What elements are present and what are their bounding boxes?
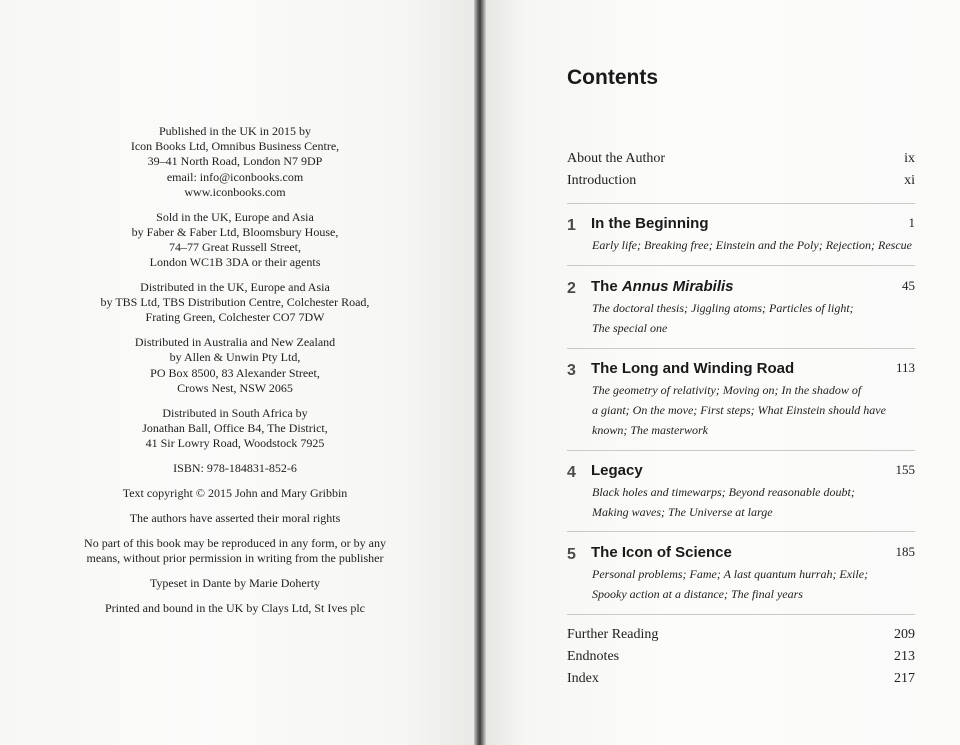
chapter-sections-line: Black holes and timewarps; Beyond reasonable doubt;: [592, 485, 855, 499]
chapter-sections-line: The special one: [592, 321, 668, 335]
chapter-number: 3: [567, 362, 576, 379]
section-divider: [567, 450, 915, 451]
distribution-uk-block: [50, 280, 420, 326]
distribution-line: Frating Green, Colchester CO7 7DW: [145, 310, 325, 325]
chapter-sections-line: Personal problems; Fame; A last quantum hurrah; Exile;: [592, 567, 869, 581]
toc-entry-label: Index: [567, 671, 599, 686]
chapter-sections-line: Making waves; The Universe at large: [592, 505, 773, 519]
section-divider: [567, 265, 915, 266]
typeset-line: Typeset in Dante by Marie Doherty: [149, 575, 321, 590]
imprint-text: [50, 124, 420, 626]
chapter-title: The Annus Mirabilis: [591, 278, 734, 295]
distribution-line: 41 Sir Lowry Road, Woodstock 7925: [145, 436, 325, 451]
chapter-sections: [592, 482, 892, 522]
sold-line: London WC1B 3DA or their agents: [149, 255, 321, 270]
chapter-sections: [592, 380, 892, 440]
sold-line: 74–77 Great Russell Street,: [169, 240, 301, 255]
chapter-page-number: 185: [895, 544, 915, 559]
sold-block: [50, 210, 420, 271]
chapter-page-number: 155: [895, 462, 915, 477]
chapter-title: The Icon of Science: [591, 544, 732, 561]
copyright-line: Text copyright © 2015 John and Mary Gribbin: [122, 485, 348, 500]
toc-entry-label: Further Reading: [567, 627, 659, 642]
publisher-email: email: info@iconbooks.com: [166, 169, 304, 184]
chapter-number: 1: [567, 217, 576, 234]
chapter-number: 4: [567, 464, 576, 481]
distribution-line: Distributed in Australia and New Zealand: [134, 335, 336, 350]
chapter-page-number: 45: [902, 278, 915, 293]
chapter-sections: [592, 564, 892, 604]
printed-line: Printed and bound in the UK by Clays Ltd, St Ives plc: [105, 600, 365, 615]
rights-line: means, without prior permission in writing from the publisher: [86, 551, 384, 566]
chapter-page-number: 113: [895, 360, 915, 375]
chapter-title: The Long and Winding Road: [591, 360, 795, 377]
toc-page-number: xi: [904, 173, 915, 188]
distribution-za-block: [50, 406, 420, 452]
publisher-line: Icon Books Ltd, Omnibus Business Centre,: [130, 139, 340, 154]
sold-line: Sold in the UK, Europe and Asia: [156, 209, 314, 224]
toc-entry-label: Endnotes: [567, 649, 620, 664]
isbn: ISBN: 978-184831-852-6: [173, 460, 297, 475]
chapter-number: 5: [567, 546, 576, 563]
chapter-sections: [592, 298, 892, 338]
toc-page-number: 209: [894, 627, 915, 642]
publisher-block: [50, 124, 420, 200]
distribution-line: PO Box 8500, 83 Alexander Street,: [150, 365, 320, 380]
toc-entry-label: Introduction: [567, 173, 637, 188]
chapter-sections-line: The geometry of relativity; Moving on; In the shadow of: [592, 383, 862, 397]
section-divider: [567, 531, 915, 532]
distribution-line: by Allen & Unwin Pty Ltd,: [169, 350, 301, 365]
distribution-line: Distributed in the UK, Europe and Asia: [140, 280, 330, 295]
distribution-au-block: [50, 335, 420, 396]
chapter-sections-line: known; The masterwork: [592, 423, 708, 437]
distribution-line: Jonathan Ball, Office B4, The District,: [142, 420, 328, 435]
section-divider: [567, 203, 915, 204]
contents-title: Contents: [567, 66, 658, 89]
toc-page-number: 213: [894, 649, 915, 664]
imprint-page: [0, 0, 474, 745]
chapter-sections: [592, 235, 912, 255]
book-gutter: [474, 0, 486, 745]
toc-entry-label: About the Author: [567, 151, 665, 166]
chapter-title: In the Beginning: [591, 215, 709, 232]
moral-rights-line: The authors have asserted their moral rights: [129, 510, 341, 525]
publisher-website: www.iconbooks.com: [184, 184, 286, 199]
chapter-sections-line: Early life; Breaking free; Einstein and the Poly; Rejection; Rescue: [592, 238, 912, 252]
section-divider: [567, 614, 915, 615]
chapter-title: Legacy: [591, 462, 643, 479]
chapter-page-number: 1: [908, 215, 915, 230]
chapter-number: 2: [567, 280, 576, 297]
toc-page-number: ix: [904, 151, 915, 166]
publisher-line: 39–41 North Road, London N7 9DP: [147, 154, 323, 169]
section-divider: [567, 348, 915, 349]
publisher-line: Published in the UK in 2015 by: [159, 124, 311, 138]
chapter-sections-line: a giant; On the move; First steps; What Einstein should have: [592, 403, 886, 417]
toc-page-number: 217: [894, 671, 915, 686]
rights-notice: [50, 536, 420, 566]
distribution-line: Distributed in South Africa by: [162, 405, 308, 420]
rights-line: No part of this book may be reproduced in any form, or by any: [84, 535, 386, 550]
chapter-sections-line: The doctoral thesis; Jiggling atoms; Particles of light;: [592, 301, 854, 315]
distribution-line: Crows Nest, NSW 2065: [177, 380, 293, 395]
chapter-sections-line: Spooky action at a distance; The final years: [592, 587, 803, 601]
sold-line: by Faber & Faber Ltd, Bloomsbury House,: [131, 224, 339, 239]
distribution-line: by TBS Ltd, TBS Distribution Centre, Colchester Road,: [100, 295, 370, 310]
